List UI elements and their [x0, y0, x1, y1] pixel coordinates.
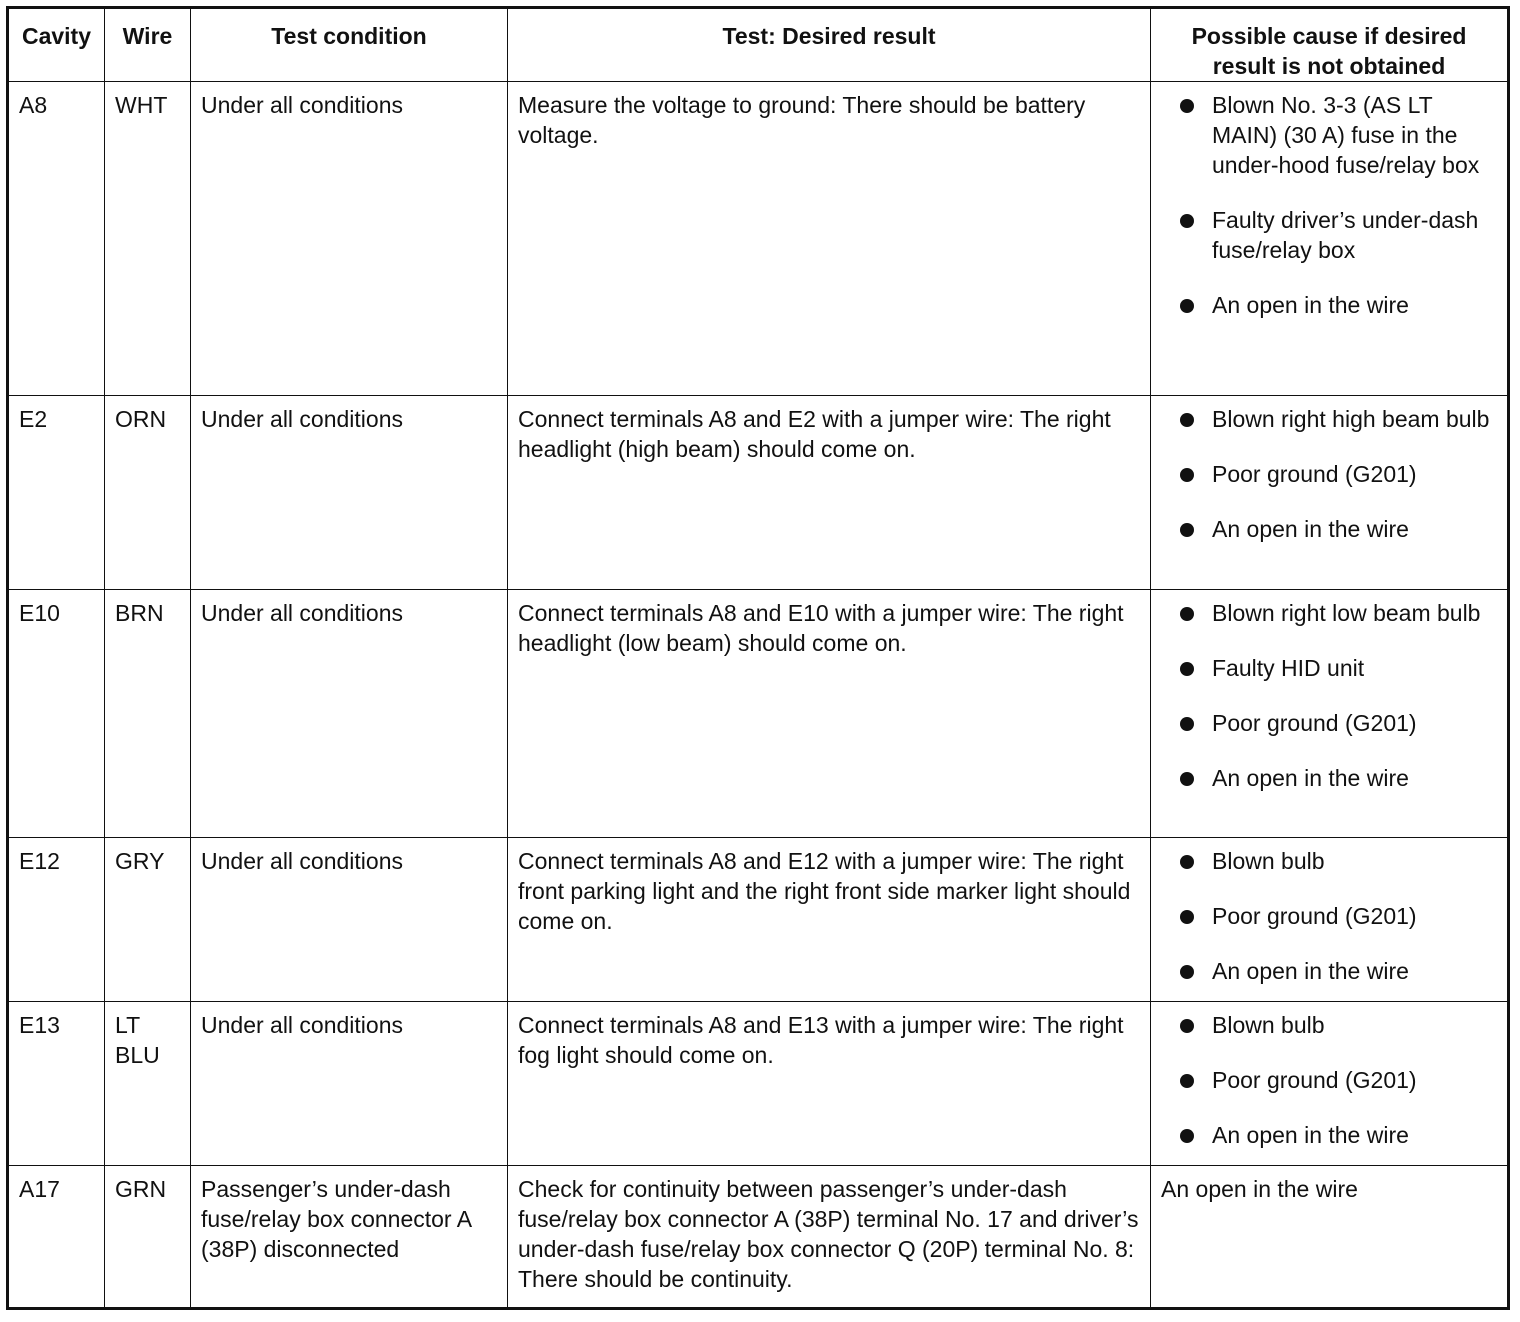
bullet-icon: [1180, 855, 1194, 869]
cause-list: [1161, 90, 1497, 320]
bullet-icon: [1180, 662, 1194, 676]
table-row: [8, 396, 1509, 590]
cause-text: Blown bulb: [1212, 848, 1325, 874]
cause-item: [1161, 1065, 1497, 1095]
cause-text: Poor ground (G201): [1212, 903, 1417, 929]
desired-result-cell: Connect terminals A8 and E2 with a jumper wire: The right headlight (high beam) should come on.: [508, 396, 1151, 590]
cause-text: Blown right low beam bulb: [1212, 600, 1481, 626]
cause-item: [1161, 653, 1497, 683]
cavity-cell: E13: [8, 1002, 105, 1166]
cause-item: [1161, 459, 1497, 489]
header-possible-cause: Possible cause if desired result is not obtained: [1151, 8, 1509, 82]
cause-item: [1161, 901, 1497, 931]
cause-cell: [1151, 1002, 1509, 1166]
cause-item: [1161, 1120, 1497, 1150]
header-row: [8, 8, 1509, 82]
cavity-cell: E2: [8, 396, 105, 590]
cause-text: Poor ground (G201): [1212, 710, 1417, 736]
bullet-icon: [1180, 1129, 1194, 1143]
cause-text: An open in the wire: [1212, 516, 1409, 542]
cause-item: [1161, 598, 1497, 628]
wire-cell: BRN: [105, 590, 191, 838]
cause-item: [1161, 1010, 1497, 1040]
bullet-icon: [1180, 965, 1194, 979]
table-row: [8, 1002, 1509, 1166]
bullet-icon: [1180, 772, 1194, 786]
cause-text: An open in the wire: [1212, 765, 1409, 791]
bullet-icon: [1180, 214, 1194, 228]
cause-text: Blown right high beam bulb: [1212, 406, 1490, 432]
cause-text: Poor ground (G201): [1212, 461, 1417, 487]
cause-text: Blown No. 3-3 (AS LT MAIN) (30 A) fuse in the under-hood fuse/relay box: [1212, 92, 1480, 178]
desired-result-cell: Measure the voltage to ground: There should be battery voltage.: [508, 82, 1151, 396]
table-row: [8, 1166, 1509, 1309]
header-wire: Wire: [105, 8, 191, 82]
cavity-cell: A8: [8, 82, 105, 396]
wire-cell: ORN: [105, 396, 191, 590]
cavity-cell: E10: [8, 590, 105, 838]
cause-list: [1161, 404, 1497, 544]
cause-text: Poor ground (G201): [1212, 1067, 1417, 1093]
bullet-icon: [1180, 1019, 1194, 1033]
troubleshooting-table: [6, 6, 1510, 1310]
cause-cell: An open in the wire: [1151, 1166, 1509, 1309]
cause-item: [1161, 205, 1497, 265]
cause-item: [1161, 956, 1497, 986]
cause-item: [1161, 763, 1497, 793]
table-row: [8, 838, 1509, 1002]
bullet-icon: [1180, 523, 1194, 537]
cause-item: [1161, 290, 1497, 320]
cause-list: [1161, 1010, 1497, 1150]
cavity-cell: E12: [8, 838, 105, 1002]
header-test-condition: Test condition: [191, 8, 508, 82]
cavity-cell: A17: [8, 1166, 105, 1309]
cause-item: [1161, 514, 1497, 544]
bullet-icon: [1180, 413, 1194, 427]
wire-cell: GRY: [105, 838, 191, 1002]
bullet-icon: [1180, 910, 1194, 924]
condition-cell: Passenger’s under-dash fuse/relay box connector A (38P) disconnected: [191, 1166, 508, 1309]
header-cavity: Cavity: [8, 8, 105, 82]
bullet-icon: [1180, 717, 1194, 731]
condition-cell: Under all conditions: [191, 838, 508, 1002]
cause-text: An open in the wire: [1212, 958, 1409, 984]
cause-text: Faulty driver’s under-dash fuse/relay box: [1212, 207, 1479, 263]
cause-cell: [1151, 396, 1509, 590]
desired-result-cell: Connect terminals A8 and E13 with a jumper wire: The right fog light should come on.: [508, 1002, 1151, 1166]
bullet-icon: [1180, 299, 1194, 313]
wire-cell: LT BLU: [105, 1002, 191, 1166]
cause-cell: [1151, 838, 1509, 1002]
cause-cell: [1151, 590, 1509, 838]
cause-item: [1161, 404, 1497, 434]
cause-item: [1161, 846, 1497, 876]
header-desired-result: Test: Desired result: [508, 8, 1151, 82]
cause-text: Blown bulb: [1212, 1012, 1325, 1038]
bullet-icon: [1180, 1074, 1194, 1088]
cause-item: [1161, 90, 1497, 180]
desired-result-cell: Check for continuity between passenger’s under-dash fuse/relay box connector A (38P) terminal No. 17 and driver’s under-dash fuse/relay box connector Q (20P) terminal No. 8: There should be continuity.: [508, 1166, 1151, 1309]
wire-cell: WHT: [105, 82, 191, 396]
wire-cell: GRN: [105, 1166, 191, 1309]
condition-cell: Under all conditions: [191, 82, 508, 396]
table-row: [8, 82, 1509, 396]
bullet-icon: [1180, 607, 1194, 621]
cause-text: Faulty HID unit: [1212, 655, 1365, 681]
cause-text: An open in the wire: [1212, 1122, 1409, 1148]
bullet-icon: [1180, 468, 1194, 482]
condition-cell: Under all conditions: [191, 396, 508, 590]
condition-cell: Under all conditions: [191, 1002, 508, 1166]
desired-result-cell: Connect terminals A8 and E12 with a jumper wire: The right front parking light and the right front side marker light should come on.: [508, 838, 1151, 1002]
cause-text: An open in the wire: [1212, 292, 1409, 318]
condition-cell: Under all conditions: [191, 590, 508, 838]
table-row: [8, 590, 1509, 838]
cause-cell: [1151, 82, 1509, 396]
cause-item: [1161, 708, 1497, 738]
bullet-icon: [1180, 99, 1194, 113]
desired-result-cell: Connect terminals A8 and E10 with a jumper wire: The right headlight (low beam) should come on.: [508, 590, 1151, 838]
cause-list: [1161, 598, 1497, 793]
cause-list: [1161, 846, 1497, 986]
